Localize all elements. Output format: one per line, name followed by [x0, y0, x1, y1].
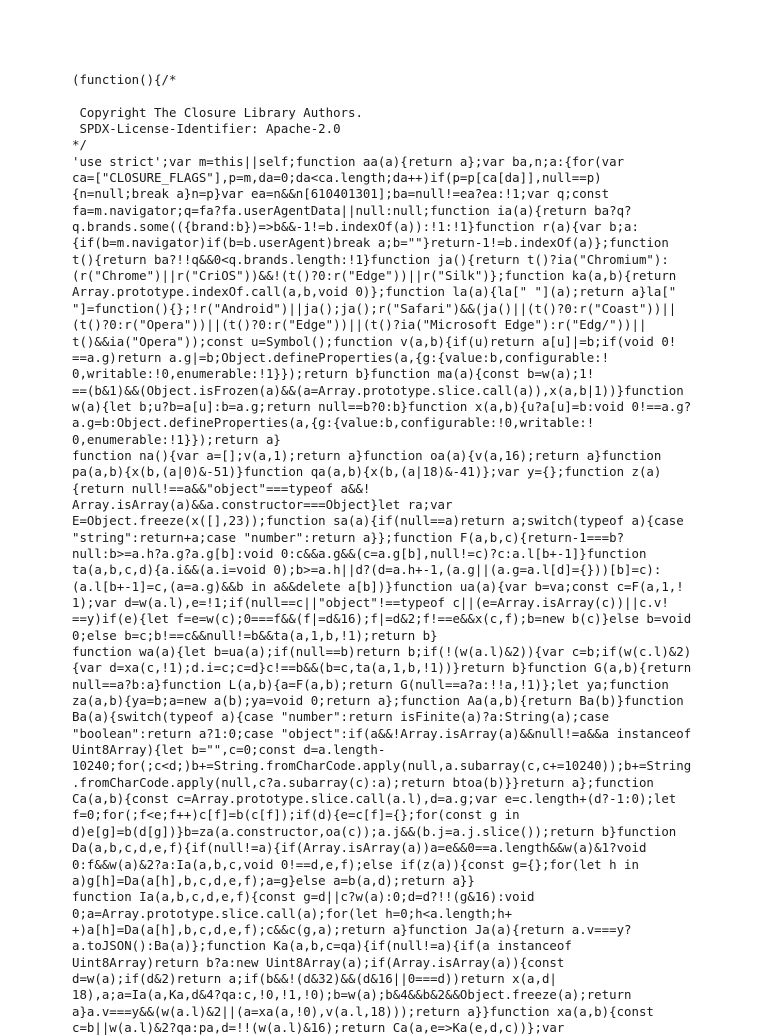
source-line: 0,writable:!0,enumerable:!1}});return b}function ma(a){const b=w(a);1! — [72, 366, 595, 382]
source-line: ==a.g)return a.g|=b;Object.defineProperties(a,{g:{value:b,configurable:! — [72, 349, 610, 365]
source-line: za(a,b){ya=b;a=new a(b);ya=void 0;return a};function Aa(a,b){return Ba(b)}function — [72, 693, 684, 709]
source-line: ta(a,b,c,d){a.i&&(a.i=void 0);b>=a.h||d?(d=a.h+-1,(a.g||(a.g=a.l[d]={}))[b]=c): — [72, 562, 662, 578]
source-line: 0:f&&w(a)&2?a:Ia(a,b,c,void 0!==d,e,f);else if(z(a)){const g={};for(let h in — [72, 856, 639, 872]
source-line: {var d=xa(c,!1);d.i=c;c=d}c!==b&&(b=c,ta(a,1,b,!1))}return b}function G(a,b){return — [72, 660, 692, 676]
source-line: Ca(a,b){const c=Array.prototype.slice.call(a.l),d=a.g;var e=c.length+(d?-1:0);let — [72, 791, 677, 807]
source-line: c=b||w(a.l)&2?qa:pa,d=!!(w(a.l)&16);return Ca(a,e=>Ka(e,d,c))};var — [72, 1019, 565, 1035]
source-line: Array.prototype.indexOf.call(a,b,void 0)};function la(a){la[" "](a);return a}la[" — [72, 284, 677, 300]
source-line: fa=m.navigator;q=fa?fa.userAgentData||null:null;function ia(a){return ba?q? — [72, 202, 632, 218]
source-line: Da(a,b,c,d,e,f){if(null!=a){if(Array.isArray(a))a=e&&0==a.length&&w(a)&1?void — [72, 840, 647, 856]
source-line: Uint8Array)return b?a:new Uint8Array(a);if(Array.isArray(a)){const — [72, 954, 565, 970]
source-line: q.brands.some(({brand:b})=>b&&-1!=b.indexOf(a)):!1:!1}function r(a){var b;a: — [72, 219, 639, 235]
source-line — [72, 88, 762, 104]
source-line: Copyright The Closure Library Authors. — [72, 104, 363, 120]
source-line: */ — [72, 137, 87, 153]
source-line: a}a.v===y&&(w(a.l)&2||(a=xa(a,!0),v(a.l,18)));return a}}function xa(a,b){const — [72, 1003, 654, 1019]
source-line: d)e[g]=b(d[g])}b=za(a.constructor,oa(c));a.j&&(b.j=a.j.slice());return b}function — [72, 823, 677, 839]
source-line: Uint8Array){let b="",c=0;const d=a.length- — [72, 742, 386, 758]
source-line: (function(){/* — [72, 72, 177, 87]
source-line: (r("Chrome")||r("CriOS"))&&!(t()?0:r("Edge"))||r("Silk")};function ka(a,b){return — [72, 268, 677, 284]
source-line: null:b>=a.h?a.g?a.g[b]:void 0:c&&a.g&&(c=a.g[b],null!=c)?c:a.l[b+-1]}function — [72, 545, 647, 561]
source-line: 0;a=Array.prototype.slice.call(a);for(let h=0;h<a.length;h+ — [72, 905, 513, 921]
source-line: Array.isArray(a)&&a.constructor===Object}let ra;var — [72, 496, 453, 512]
source-line: {return null!==a&&"object"===typeof a&&! — [72, 480, 371, 496]
source-line: 0;else b=c;b!==c&&null!=b&&ta(a,1,b,!1);return b} — [72, 627, 438, 643]
source-line: f=0;for(;f<e;f++)c[f]=b(c[f]);if(d){e=c[f]={};for(const g in — [72, 807, 520, 823]
source-line: ==y)if(e){let f=e=w(c);0===f&&(f|=d&16);f|=d&2;f!==e&&x(c,f);b=new b(c)}else b=void — [72, 611, 692, 627]
source-line: null==a?b:a}function L(a,b){a=F(a,b);return G(null==a?a:!!a,!1)};let ya;function — [72, 676, 669, 692]
source-line: w(a){let b;u?b=a[u]:b=a.g;return null==b?0:b}function x(a,b){u?a[u]=b:void 0!==a.g? — [72, 398, 692, 414]
source-line: ca=["CLOSURE_FLAGS"],p=m,da=0;da<ca.length;da++)if(p=p[ca[da]],null==p) — [72, 170, 602, 186]
source-line: Ba(a){switch(typeof a){case "number":return isFinite(a)?a:String(a);case — [72, 709, 610, 725]
source-line: ==(b&1)&&(Object.isFrozen(a)&&(a=Array.prototype.slice.call(a)),x(a,b|1))}function — [72, 382, 684, 398]
source-line: (a.l[b+-1]=c,(a=a.g)&&b in a&&delete a[b])}function ua(a){var b=va;const c=F(a,1,! — [72, 578, 684, 594]
source-line: t(){return ba?!!q&&0<q.brands.length:!1}function ja(){return t()?ia("Chromium"): — [72, 251, 669, 267]
source-line: (t()?0:r("Opera"))||(t()?0:r("Edge"))||(t()?ia("Microsoft Edge"):r("Edg/"))|| — [72, 317, 647, 333]
source-line: "]=function(){};!r("Android")||ja();ja();r("Safari")&&(ja()||(t()?0:r("Coast"))|| — [72, 300, 677, 316]
source-line: {if(b=m.navigator)if(b=b.userAgent)break a;b=""}return-1!=b.indexOf(a)};function — [72, 235, 669, 251]
source-line: t()&&ia("Opera"));const u=Symbol();function v(a,b){if(u)return a[u]|=b;if(void 0! — [72, 333, 677, 349]
source-line: "boolean":return a?1:0;case "object":if(a&&!Array.isArray(a)&&null!=a&&a instanceof — [72, 725, 692, 741]
script-source-view — [72, 72, 762, 1036]
source-line: a)g[h]=Da(a[h],b,c,d,e,f);a=g}else a=b(a,d);return a}} — [72, 872, 475, 888]
source-line: function wa(a){let b=ua(a);if(null==b)return b;if(!(w(a.l)&2)){var c=b;if(w(c.l)&2) — [72, 644, 692, 660]
source-line: +)a[h]=Da(a[h],b,c,d,e,f);c&&c(g,a);return a}function Ja(a){return a.v===y? — [72, 921, 632, 937]
source-line: {n=null;break a}n=p}var ea=n&&n[610401301];ba=null!=ea?ea:!1;var q;const — [72, 186, 610, 202]
source-line: 'use strict';var m=this||self;function aa(a){return a};var ba,n;a:{for(var — [72, 153, 625, 169]
source-line: d=w(a);if(d&2)return a;if(b&&!(d&32)&&(d&16||0===d))return x(a,d| — [72, 970, 557, 986]
source-line: a.g=b:Object.defineProperties(a,{g:{value:b,configurable:!0,writable:! — [72, 415, 595, 431]
source-line: 18),a;a=Ia(a,Ka,d&4?qa:c,!0,!1,!0);b=w(a);b&4&&b&2&&Object.freeze(a);return — [72, 987, 632, 1003]
source-line: 1);var d=w(a.l),e=!1;if(null==c||"object"!==typeof c||(e=Array.isArray(c))||c.v! — [72, 595, 669, 610]
source-line: pa(a,b){x(b,(a|0)&-51)}function qa(a,b){x(b,(a|18)&-41)};var y={};function z(a) — [72, 464, 662, 480]
source-line: 10240;for(;c<d;)b+=String.fromCharCode.apply(null,a.subarray(c,c+=10240));b+=String — [72, 758, 692, 774]
source-line: .fromCharCode.apply(null,c?a.subarray(c):a);return btoa(b)}}return a};function — [72, 774, 654, 790]
source-line: "string":return+a;case "number":return a}};function F(a,b,c){return-1===b? — [72, 529, 625, 545]
source-line: function na(){var a=[];v(a,1);return a}function oa(a){v(a,16);return a}function — [72, 447, 662, 463]
source-line: a.toJSON():Ba(a)};function Ka(a,b,c=qa){if(null!=a){if(a instanceof — [72, 938, 572, 954]
source-line: 0,enumerable:!1}});return a} — [72, 431, 281, 447]
source-line: SPDX-License-Identifier: Apache-2.0 — [72, 121, 341, 137]
source-line: E=Object.freeze(x([],23));function sa(a){if(null==a)return a;switch(typeof a){case — [72, 513, 684, 529]
source-line: function Ia(a,b,c,d,e,f){const g=d||c?w(a):0;d=d?!!(g&16):void — [72, 889, 535, 905]
